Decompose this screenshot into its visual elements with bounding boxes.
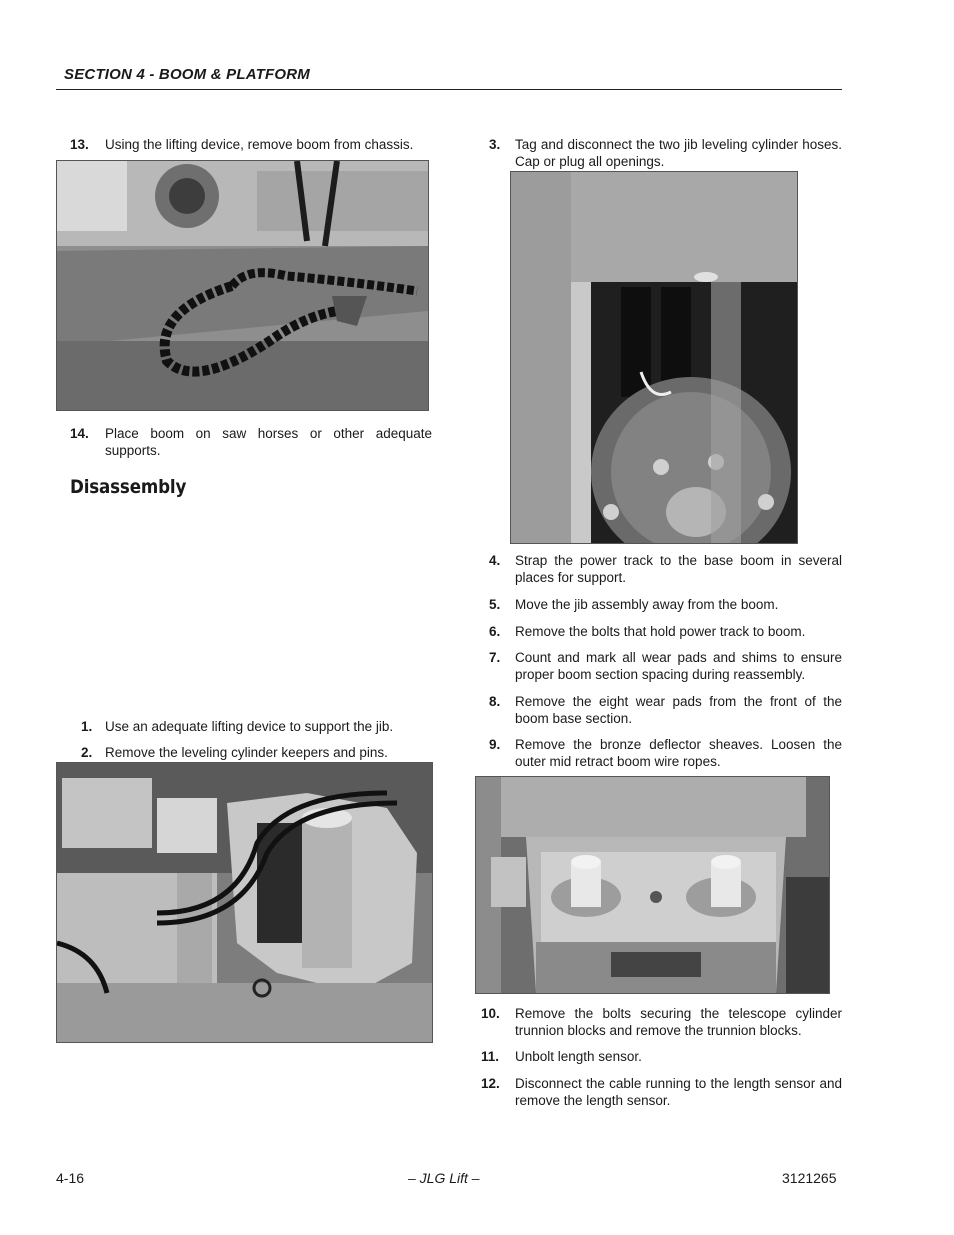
photo-boom-lifting bbox=[56, 160, 429, 411]
step-text: Move the jib assembly away from the boom. bbox=[515, 597, 779, 612]
step-11 bbox=[481, 1048, 842, 1066]
step-number: 3. bbox=[489, 137, 501, 152]
step-number: 12. bbox=[481, 1076, 500, 1091]
step-12 bbox=[481, 1075, 842, 1111]
step-5 bbox=[489, 596, 842, 614]
step-text: Count and mark all wear pads and shims to ensure proper boom section spacing during reassembly. bbox=[515, 650, 842, 682]
step-text: Remove the eight wear pads from the front of the boom base section. bbox=[515, 694, 842, 726]
step-number: 13. bbox=[70, 137, 89, 152]
step-8 bbox=[489, 693, 842, 729]
step-number: 7. bbox=[489, 650, 501, 665]
step-9 bbox=[489, 736, 842, 772]
step-number: 6. bbox=[489, 624, 501, 639]
step-number: 10. bbox=[481, 1006, 500, 1021]
step-text: Disconnect the cable running to the length sensor and remove the length sensor. bbox=[515, 1076, 842, 1108]
step-text: Unbolt length sensor. bbox=[515, 1049, 642, 1064]
step-14 bbox=[70, 425, 432, 461]
step-number: 11. bbox=[481, 1049, 500, 1064]
photo-jib-leveling-hoses bbox=[510, 171, 798, 544]
step-text: Remove the leveling cylinder keepers and pins. bbox=[105, 745, 388, 760]
step-10 bbox=[481, 1005, 842, 1041]
step-number: 8. bbox=[489, 694, 501, 709]
header-rule bbox=[56, 89, 842, 90]
step-text: Strap the power track to the base boom in several places for support. bbox=[515, 553, 842, 585]
photo-leveling-cylinder bbox=[56, 762, 433, 1043]
step-4 bbox=[489, 552, 842, 588]
page-number: 4-16 bbox=[56, 1170, 85, 1186]
photo-trunnion-blocks bbox=[475, 776, 830, 994]
step-number: 9. bbox=[489, 737, 501, 752]
step-text: Using the lifting device, remove boom from chassis. bbox=[105, 137, 414, 152]
step-number: 2. bbox=[81, 745, 93, 760]
step-1 bbox=[81, 718, 432, 736]
section-heading-disassembly: Disassembly bbox=[70, 476, 187, 498]
step-number: 5. bbox=[489, 597, 501, 612]
step-13 bbox=[70, 136, 432, 154]
footer-brand: – JLG Lift – bbox=[408, 1170, 480, 1186]
step-number: 4. bbox=[489, 553, 501, 568]
step-text: Tag and disconnect the two jib leveling cylinder hoses. Cap or plug all openings. bbox=[515, 137, 842, 169]
step-text: Remove the bolts securing the telescope cylinder trunnion blocks and remove the trunnion blocks. bbox=[515, 1006, 842, 1038]
step-number: 14. bbox=[70, 426, 89, 441]
document-number: 3121265 bbox=[782, 1170, 837, 1186]
step-text: Use an adequate lifting device to support the jib. bbox=[105, 719, 394, 734]
step-text: Remove the bronze deflector sheaves. Loosen the outer mid retract boom wire ropes. bbox=[515, 737, 842, 769]
step-6 bbox=[489, 623, 842, 641]
section-title: SECTION 4 - BOOM & PLATFORM bbox=[64, 66, 310, 83]
step-text: Remove the bolts that hold power track to boom. bbox=[515, 624, 806, 639]
step-2 bbox=[81, 744, 432, 762]
step-number: 1. bbox=[81, 719, 93, 734]
step-text: Place boom on saw horses or other adequate supports. bbox=[105, 426, 432, 458]
step-3 bbox=[489, 136, 842, 172]
step-7 bbox=[489, 649, 842, 685]
